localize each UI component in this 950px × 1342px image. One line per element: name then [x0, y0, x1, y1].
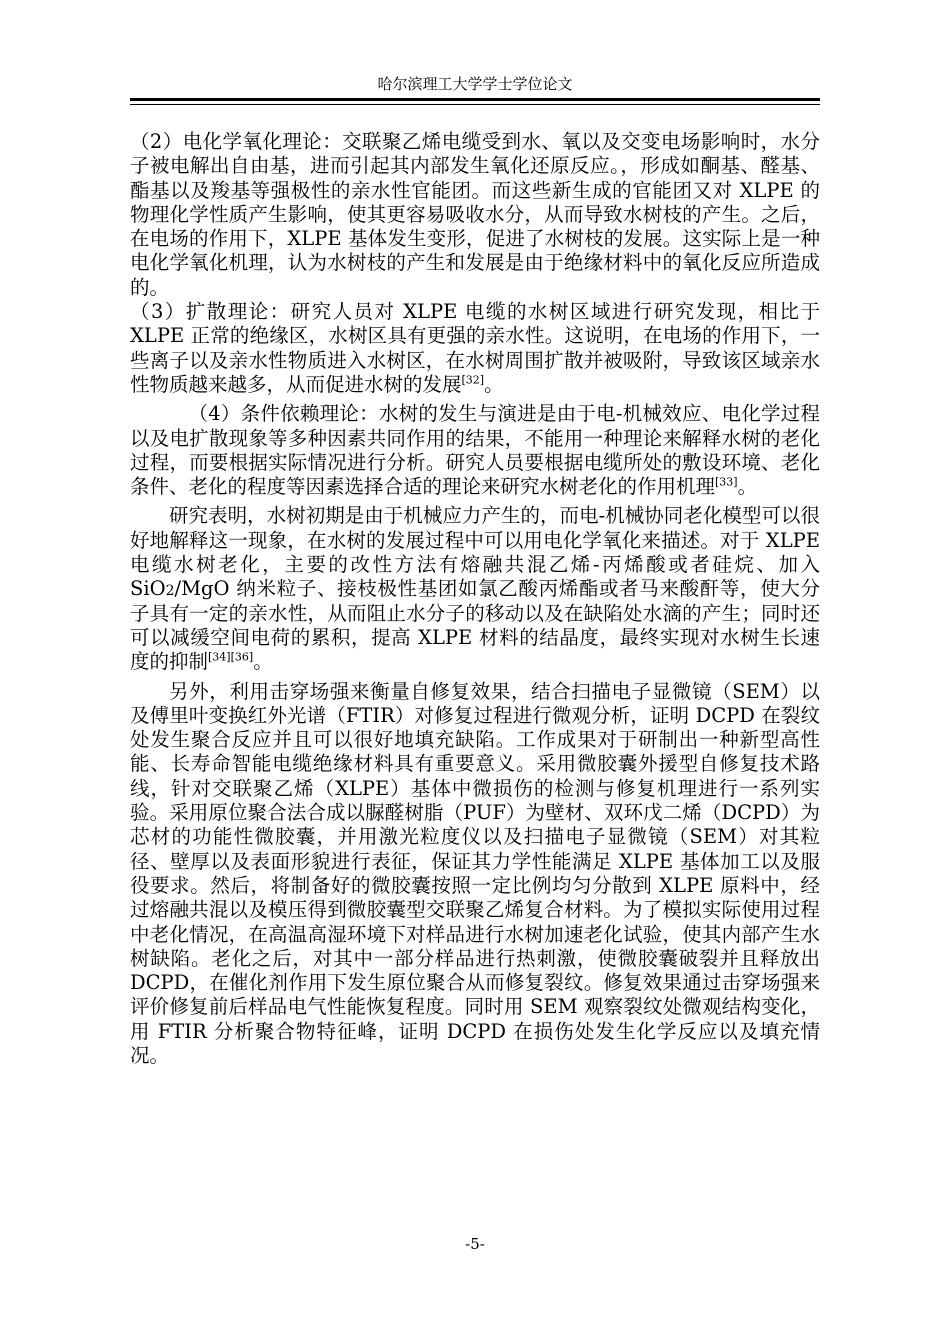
- citation-ref: [33]: [715, 475, 738, 489]
- paragraph-electrochemical-oxidation: [130, 130, 820, 300]
- paragraph-text: （2）电化学氧化理论：交联聚乙烯电缆受到水、氧以及交变电场影响时，水分子被电解出自由基，进而引起其内部发生氧化还原反应。，形成如酮基、醛基、酯基以及羧基等强极性的亲水性官能团。而这些新生成的官能团又对 XLPE 的物理化学性质产生影响，使其更容易吸收水分，从而导致水树枝的产生。之后，在电场的作用下，XLPE 基体发生变形，促进了水树枝的发展。这实际上是一种电化学氧化机理，认为水树枝的产生和发展是由于绝缘材料中的氧化反应所造成的。: [130, 130, 820, 299]
- paragraph-text: 另外，利用击穿场强来衡量自修复效果，结合扫描电子显微镜（SEM）以及傅里叶变换红外光谱（FTIR）对修复过程进行微观分析，证明 DCPD 在裂纹处发生聚合反应并且可以很好地填充缺陷。工作成果对于研制出一种新型高性能、长寿命智能电缆绝缘材料具有重要意义。采用微胶囊外援型自修复技术路线，针对交联聚乙烯（XLPE）基体中微损伤的检测与修复机理进行一系列实验。采用原位聚合法合成以脲醛树脂（PUF）为壁材、双环戊二烯（DCPD）为芯材的功能性微胶囊，并用激光粒度仪以及扫描电子显微镜（SEM）对其粒径、壁厚以及表面形貌进行表征，保证其力学性能满足 XLPE 基体加工以及服役要求。然后，将制备好的微胶囊按照一定比例均匀分散到 XLPE 原料中，经过熔融共混以及模压得到微胶囊型交联聚乙烯复合材料。为了模拟实际使用过程中老化情况，在高温高湿环境下对样品进行水树加速老化试验，使其内部产生水树缺陷。老化之后，对其中一部分样品进行热刺激，使微胶囊破裂并且释放出 DCPD，在催化剂作用下发生原位聚合从而修复裂纹。修复效果通过击穿场强来评价修复前后样品电气性能恢复程度。同时用 SEM 观察裂纹处微观结构变化，用 FTIR 分析聚合物特征峰，证明 DCPD 在损伤处发生化学反应以及填充情况。: [130, 679, 820, 1067]
- paragraph-tail: 。: [484, 372, 504, 396]
- paragraph-diffusion-theory: [130, 300, 820, 397]
- citation-ref: [34][36]: [208, 650, 254, 664]
- paragraph-text: 研究表明，水树初期是由于机械应力产生的，而电-机械协同老化模型可以很好地解释这一现象，在水树的发展过程中可以用电化学氧化来描述。对于 XLPE 电缆水树老化，主要的改性方法有熔融共混乙烯-丙烯酸或者硅烷、加入 SiO: [130, 504, 820, 601]
- header-rule-thick: [130, 98, 820, 101]
- paragraph-text: （4）条件依赖理论：水树的发生与演进是由于电-机械效应、电化学过程以及电扩散现象等多种因素共同作用的结果，不能用一种理论来解释水树的老化过程，而要根据实际情况进行分析。研究人员要根据电缆所处的敷设环境、老化条件、老化的程度等因素选择合适的理论来研究水树老化的作用机理: [130, 402, 820, 499]
- paragraph-text: （3）扩散理论：研究人员对 XLPE 电缆的水树区域进行研究发现，相比于 XLPE 正常的绝缘区，水树区具有更强的亲水性。这说明，在电场的作用下，一些离子以及亲水性物质进入水树区，在水树周围扩散并被吸附，导致该区域亲水性物质越来越多，从而促进水树的发展: [130, 300, 820, 396]
- page-body: [130, 130, 820, 1068]
- header-rule-thin: [130, 104, 820, 105]
- paragraph-tail: 。: [737, 475, 758, 499]
- paragraph-tail: 。: [253, 650, 273, 674]
- paragraph-self-repair-method: [130, 680, 820, 1069]
- page-number: -5-: [465, 1235, 485, 1253]
- paragraph-condition-dependence: [130, 402, 820, 499]
- paragraph-text-cont: /MgO 纳米粒子、接枝极性基团如氯乙酸丙烯酯或者马来酸酐等，使大分子具有一定的亲水性，从而阻止水分子的移动以及在缺陷处水滴的产生；同时还可以减缓空间电荷的累积，提高 XLPE 材料的结晶度，最终实现对水树生长速度的抑制: [130, 577, 820, 674]
- citation-ref: [32]: [461, 373, 485, 387]
- running-header: 哈尔滨理工大学学士学位论文: [377, 75, 573, 93]
- subscript: 2: [165, 583, 175, 600]
- paragraph-research-shows: [130, 504, 820, 674]
